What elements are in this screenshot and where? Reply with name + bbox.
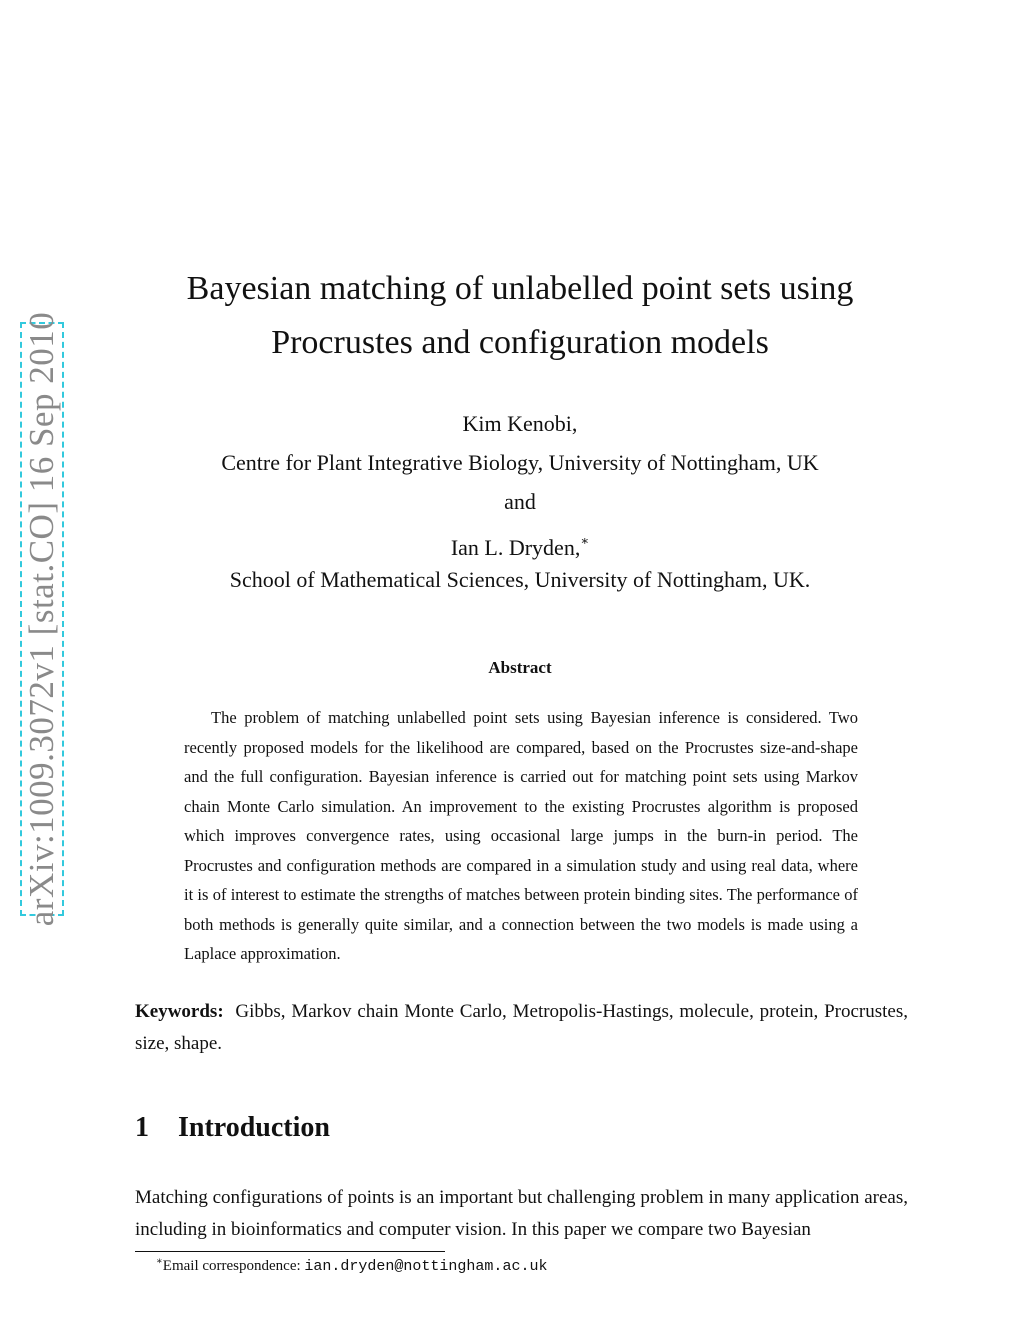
keywords-text: Gibbs, Markov chain Monte Carlo, Metropolis-Hastings, molecule, protein, Procrustes, size, shape. bbox=[135, 1001, 908, 1054]
affiliation-2: School of Mathematical Sciences, University of Nottingham, UK. bbox=[229, 567, 811, 592]
arxiv-identifier: arXiv:1009.3072v1 [stat.CO] 16 Sep 2010 bbox=[22, 311, 61, 927]
author-2-footnote-mark: ∗ bbox=[580, 533, 590, 548]
section-number: 1 bbox=[135, 1112, 149, 1143]
author-conjunction: and bbox=[504, 489, 536, 514]
keywords bbox=[135, 996, 908, 1060]
title-line-2: Procrustes and configuration models bbox=[271, 324, 769, 361]
section-title: Introduction bbox=[178, 1112, 330, 1143]
affiliation-1: Centre for Plant Integrative Biology, University of Nottingham, UK bbox=[221, 450, 819, 475]
author-2-name: Ian L. Dryden, bbox=[450, 535, 581, 560]
abstract-text: The problem of matching unlabelled point sets using Bayesian inference is considered. Two recently proposed models for the likelihood are compared, based on the Procrustes size-and-shape and the full configuration. Bayesian inference is carried out for matching point sets using Markov chain Monte Carlo simulation. An improvement to the existing Procrustes algorithm is proposed which improves convergence rates, using occasional large jumps in the burn-in period. The Procrustes and configuration methods are compared in a simulation study and using real data, where it is of interest to estimate the strengths of matches between protein binding sites. The performance of both methods is generally quite similar, and a connection between the two models is made using a Laplace approximation. bbox=[184, 708, 858, 963]
title-line-1: Bayesian matching of unlabelled point sets using bbox=[186, 270, 854, 307]
section-heading bbox=[135, 1112, 330, 1144]
keywords-label: Keywords: bbox=[135, 1001, 224, 1022]
arxiv-stamp bbox=[20, 311, 64, 927]
author-2 bbox=[120, 526, 920, 563]
abstract-heading: Abstract bbox=[488, 658, 552, 677]
author-1: Kim Kenobi, bbox=[462, 411, 578, 436]
footnote bbox=[156, 1256, 547, 1275]
footnote-mark: ∗ bbox=[156, 1256, 163, 1267]
footnote-divider bbox=[135, 1251, 445, 1252]
intro-paragraph: Matching configurations of points is an important but challenging problem in many application areas, including in bioinformatics and computer vision. In this paper we compare two Bayesian bbox=[135, 1187, 908, 1240]
footnote-label: Email correspondence: bbox=[162, 1258, 305, 1274]
paper-title bbox=[120, 262, 920, 370]
footnote-email: ian.dryden@nottingham.ac.uk bbox=[304, 1258, 548, 1275]
